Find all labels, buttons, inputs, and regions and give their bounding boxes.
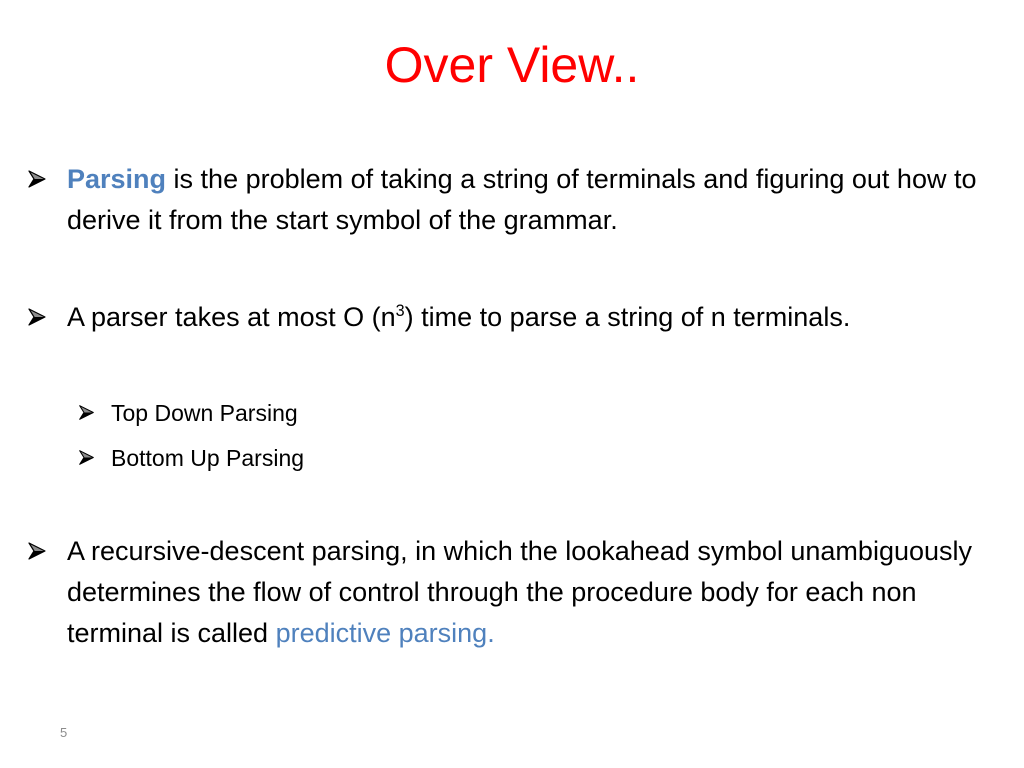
predictive-parsing-term: predictive parsing. [275,618,495,648]
bullet-recursive-descent [67,531,987,654]
sub-bullet-bottom-up [111,441,971,475]
bullet-text: is the problem of taking a string of terminals and figuring out how to derive it from the start symbol of the grammar. [67,164,977,235]
page-number: 5 [60,725,68,740]
bullet-parser-complexity [67,297,987,338]
bullet-parsing-definition [67,159,987,241]
arrow-bullet-icon [27,169,47,189]
sub-bullet-text: Bottom Up Parsing [111,445,305,471]
arrow-bullet-icon [27,307,47,327]
sub-bullet-text: Top Down Parsing [111,400,298,426]
bullet-text-before: A parser takes at most O (n [67,302,396,332]
bullet-text-after: ) time to parse a string of n terminals. [404,302,851,332]
parsing-term: Parsing [67,164,167,194]
arrow-bullet-icon [27,541,47,561]
bullet-text: A recursive-descent parsing, in which the lookahead symbol unambiguously determines the flow of control through the procedure body for each non terminal is called [67,536,973,648]
sub-bullet-top-down [111,396,971,430]
slide-title: Over View.. [384,37,640,93]
arrow-bullet-icon [78,404,95,421]
arrow-bullet-icon [78,449,95,466]
exponent: 3 [395,302,405,320]
